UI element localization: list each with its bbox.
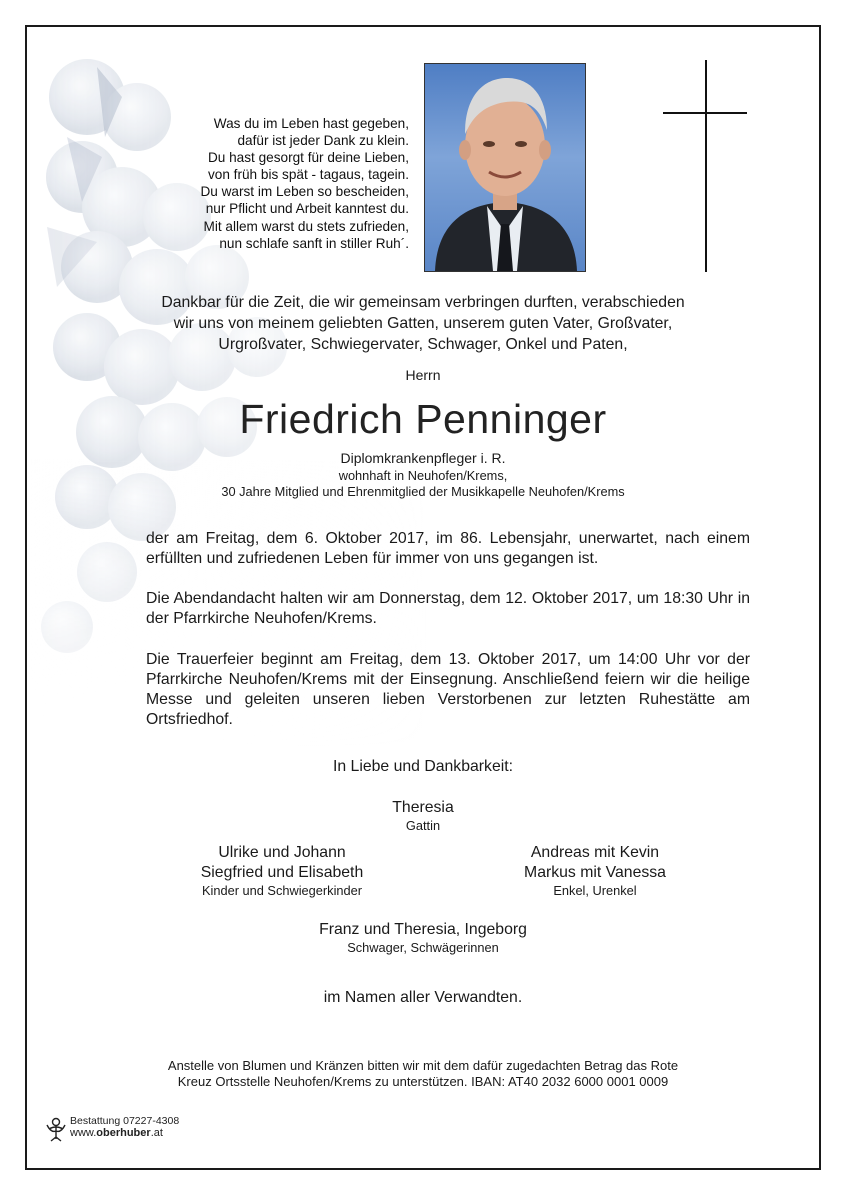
intro-line: Dankbar für die Zeit, die wir gemeinsam verbringen durften, verabschieden xyxy=(161,294,685,311)
obituary-card xyxy=(25,25,821,1170)
spouse-relation: Gattin xyxy=(405,818,441,833)
donation-line: Anstelle von Blumen und Kränzen bitten wir mit dem dafür zugedachten Betrag das Rote xyxy=(167,1058,679,1073)
children-line: Ulrike und Johann xyxy=(218,844,346,861)
donation-line: Kreuz Ortsstelle Neuhofen/Krems zu unterstützen. IBAN: AT40 2032 6000 0001 0009 xyxy=(177,1074,669,1089)
deceased-name: Friedrich Penninger xyxy=(239,396,607,442)
funeral-home-phone: 07227-4308 xyxy=(123,1115,180,1127)
spouse-name: Theresia xyxy=(392,799,454,816)
deceased-residence: wohnhaft in Neuhofen/Krems, xyxy=(338,468,508,483)
mourners-heading: In Liebe und Dankbarkeit: xyxy=(332,758,514,775)
poem-line: von früh bis spät - tagaus, tagein. xyxy=(207,167,409,183)
poem-line: Du warst im Leben so bescheiden, xyxy=(200,184,409,200)
donation-note xyxy=(27,1058,819,1090)
portrait-illustration xyxy=(425,64,585,271)
intro-line: wir uns von meinem geliebten Gatten, unserem guten Vater, Großvater, xyxy=(173,315,673,332)
funeral-home-text xyxy=(70,1115,179,1139)
poem-line: nur Pflicht und Arbeit kanntest du. xyxy=(205,201,409,217)
poem-line: Mit allem warst du stets zufrieden, xyxy=(203,218,409,234)
grandchildren-relation: Enkel, Urenkel xyxy=(553,883,637,898)
deceased-membership: 30 Jahre Mitglied und Ehrenmitglied der Musikkapelle Neuhofen/Krems xyxy=(221,484,625,499)
poem-line: dafür ist jeder Dank zu klein. xyxy=(237,133,409,149)
salutation: Herrn xyxy=(405,367,441,383)
angel-icon xyxy=(45,1117,67,1143)
funeral-home-label: Bestattung xyxy=(70,1115,121,1127)
in-laws-relation: Schwager, Schwägerinnen xyxy=(347,940,499,955)
memorial-poem xyxy=(147,115,409,252)
death-announcement: der am Freitag, dem 6. Oktober 2017, im 86. Lebensjahr, unerwartet, nach einem erfüllten und zufriedenen Leben für immer von uns gegangen ist. xyxy=(146,530,750,567)
grandchildren-line: Markus mit Vanessa xyxy=(524,864,666,881)
portrait-photo xyxy=(424,63,586,272)
funeral-home-website[interactable]: www.oberhuber.at xyxy=(70,1127,163,1139)
grandchildren-group xyxy=(455,843,735,899)
children-relation: Kinder und Schwiegerkinder xyxy=(201,883,363,898)
in-laws-names: Franz und Theresia, Ingeborg xyxy=(319,921,527,938)
farewell-intro xyxy=(27,292,819,355)
funeral-home-logo xyxy=(45,1115,195,1149)
poem-line: Du hast gesorgt für deine Lieben, xyxy=(207,150,409,166)
children-line: Siegfried und Elisabeth xyxy=(200,864,364,881)
grandchildren-line: Andreas mit Kevin xyxy=(530,844,660,861)
poem-line: nun schlafe sanft in stiller Ruh´. xyxy=(219,235,409,251)
deceased-title: Diplomkrankenpfleger i. R. xyxy=(340,450,506,466)
cross-icon-vertical xyxy=(705,60,707,272)
cross-icon-horizontal xyxy=(663,112,747,114)
children-group xyxy=(142,843,422,899)
poem-line: Was du im Leben hast gegeben, xyxy=(213,116,409,131)
intro-line: Urgroßvater, Schwiegervater, Schwager, Onkel und Paten, xyxy=(218,336,628,353)
closing-line: im Namen aller Verwandten. xyxy=(323,989,523,1006)
funeral-notice: Die Trauerfeier beginnt am Freitag, dem 13. Oktober 2017, um 14:00 Uhr vor der Pfarrkirche Neuhofen/Krems mit der Einsegnung. Anschließend feiern wir die heilige Messe und geleiten unseren lieben Verstorbenen zur letzten Ruhestätte am Ortsfriedhof. xyxy=(146,651,750,728)
evening-service-notice: Die Abendandacht halten wir am Donnerstag, dem 12. Oktober 2017, um 18:30 Uhr in der Pfarrkirche Neuhofen/Krems. xyxy=(146,590,750,627)
